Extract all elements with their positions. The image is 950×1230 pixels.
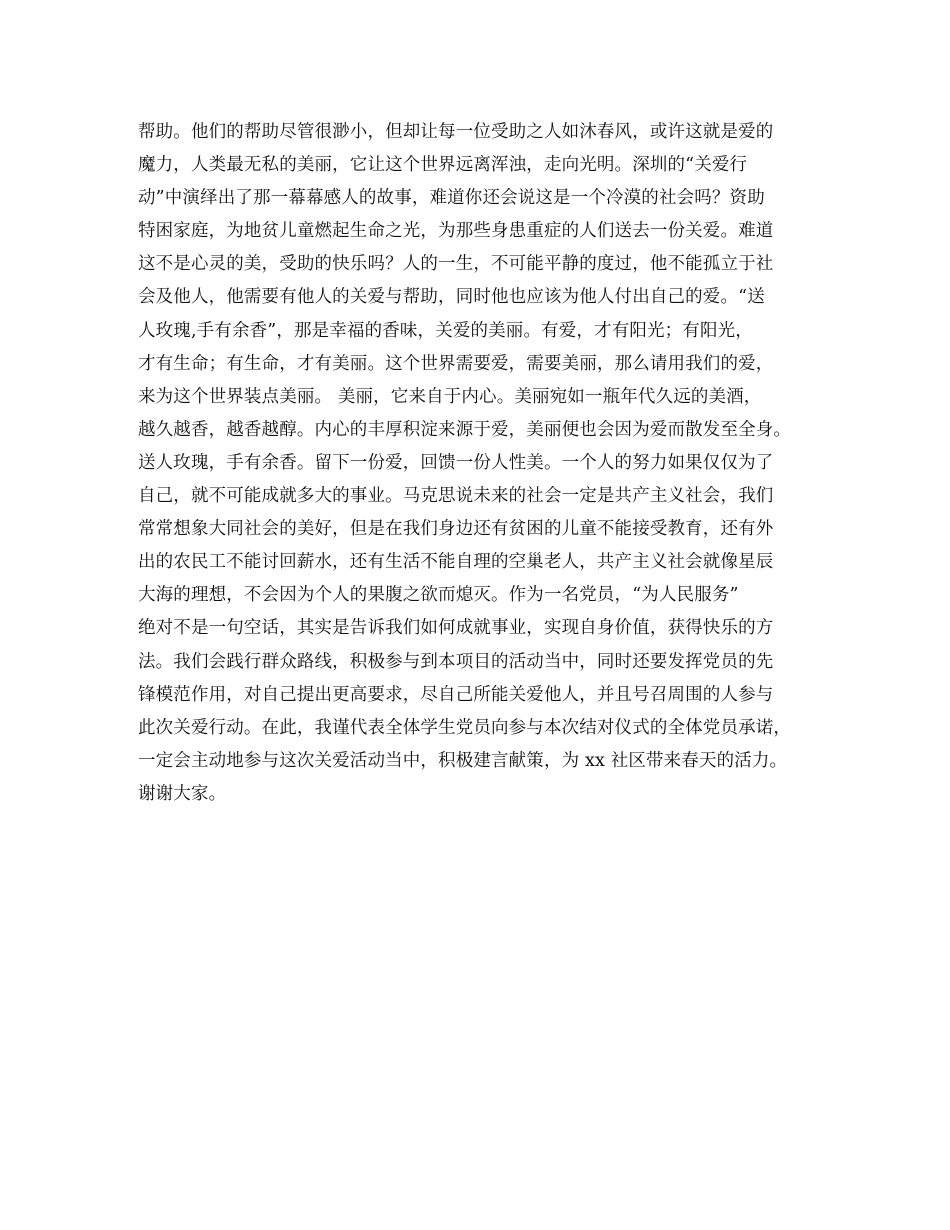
text-line: 特困家庭，为地贫儿童燃起生命之光，为那些身患重症的人们送去一份关爱。难道 xyxy=(138,221,774,242)
text-line: 送人玫瑰，手有余香。留下一份爱，回馈一份人性美。一个人的努力如果仅仅为了 xyxy=(138,452,774,473)
text-line: 锋模范作用，对自己提出更高要求，尽自己所能关爱他人，并且号召周围的人参与 xyxy=(138,684,774,705)
text-line: 这不是心灵的美，受助的快乐吗？人的一生，不可能平静的度过，他不能孤立于社 xyxy=(138,254,774,275)
text-line: 魔力，人类最无私的美丽，它让这个世界远离浑浊，走向光明。深圳的“关爱行 xyxy=(138,155,748,176)
text-line: 此次关爱行动。在此，我谨代表全体学生党员向参与本次结对仪式的全体党员承诺， xyxy=(138,717,792,738)
body-text xyxy=(138,116,838,811)
text-line: 动”中演绎出了那一幕幕感人的故事，难道你还会说这是一个冷漠的社会吗？资助 xyxy=(138,188,765,209)
text-line: 大海的理想，不会因为个人的果腹之欲而熄灭。作为一名党员，“为人民服务” xyxy=(138,585,739,606)
text-line: 绝对不是一句空话，其实是告诉我们如何成就事业，实现自身价值，获得快乐的方 xyxy=(138,618,774,639)
text-line: 谢谢大家。 xyxy=(138,783,227,804)
text-line: 来为这个世界装点美丽。 美丽，它来自于内心。美丽宛如一瓶年代久远的美酒， xyxy=(138,386,762,407)
text-line: 人玫瑰,手有余香”，那是幸福的香味，关爱的美丽。有爱，才有阳光；有阳光， xyxy=(138,320,753,341)
text-line: 法。我们会践行群众路线，积极参与到本项目的活动当中，同时还要发挥党员的先 xyxy=(138,651,774,672)
text-line: 才有生命；有生命，才有美丽。这个世界需要爱，需要美丽，那么请用我们的爱， xyxy=(138,353,774,374)
text-line: 会及他人，他需要有他人的关爱与帮助，同时他也应该为他人付出自己的爱。“送 xyxy=(138,287,765,308)
text-line: 越久越香，越香越醇。内心的丰厚积淀来源于爱，美丽便也会因为爱而散发至全身。 xyxy=(138,419,792,440)
text-line: 一定会主动地参与这次关爱活动当中，积极建言献策，为 xx 社区带来春天的活力。 xyxy=(138,750,788,771)
text-line: 自己，就不可能成就多大的事业。马克思说未来的社会一定是共产主义社会，我们 xyxy=(138,486,774,507)
text-line: 帮助。他们的帮助尽管很渺小，但却让每一位受助之人如沐春风，或许这就是爱的 xyxy=(138,122,774,142)
text-line: 常常想象大同社会的美好，但是在我们身边还有贫困的儿童不能接受教育，还有外 xyxy=(138,519,774,540)
text-line: 出的农民工不能讨回薪水，还有生活不能自理的空巢老人，共产主义社会就像星辰 xyxy=(138,552,774,573)
